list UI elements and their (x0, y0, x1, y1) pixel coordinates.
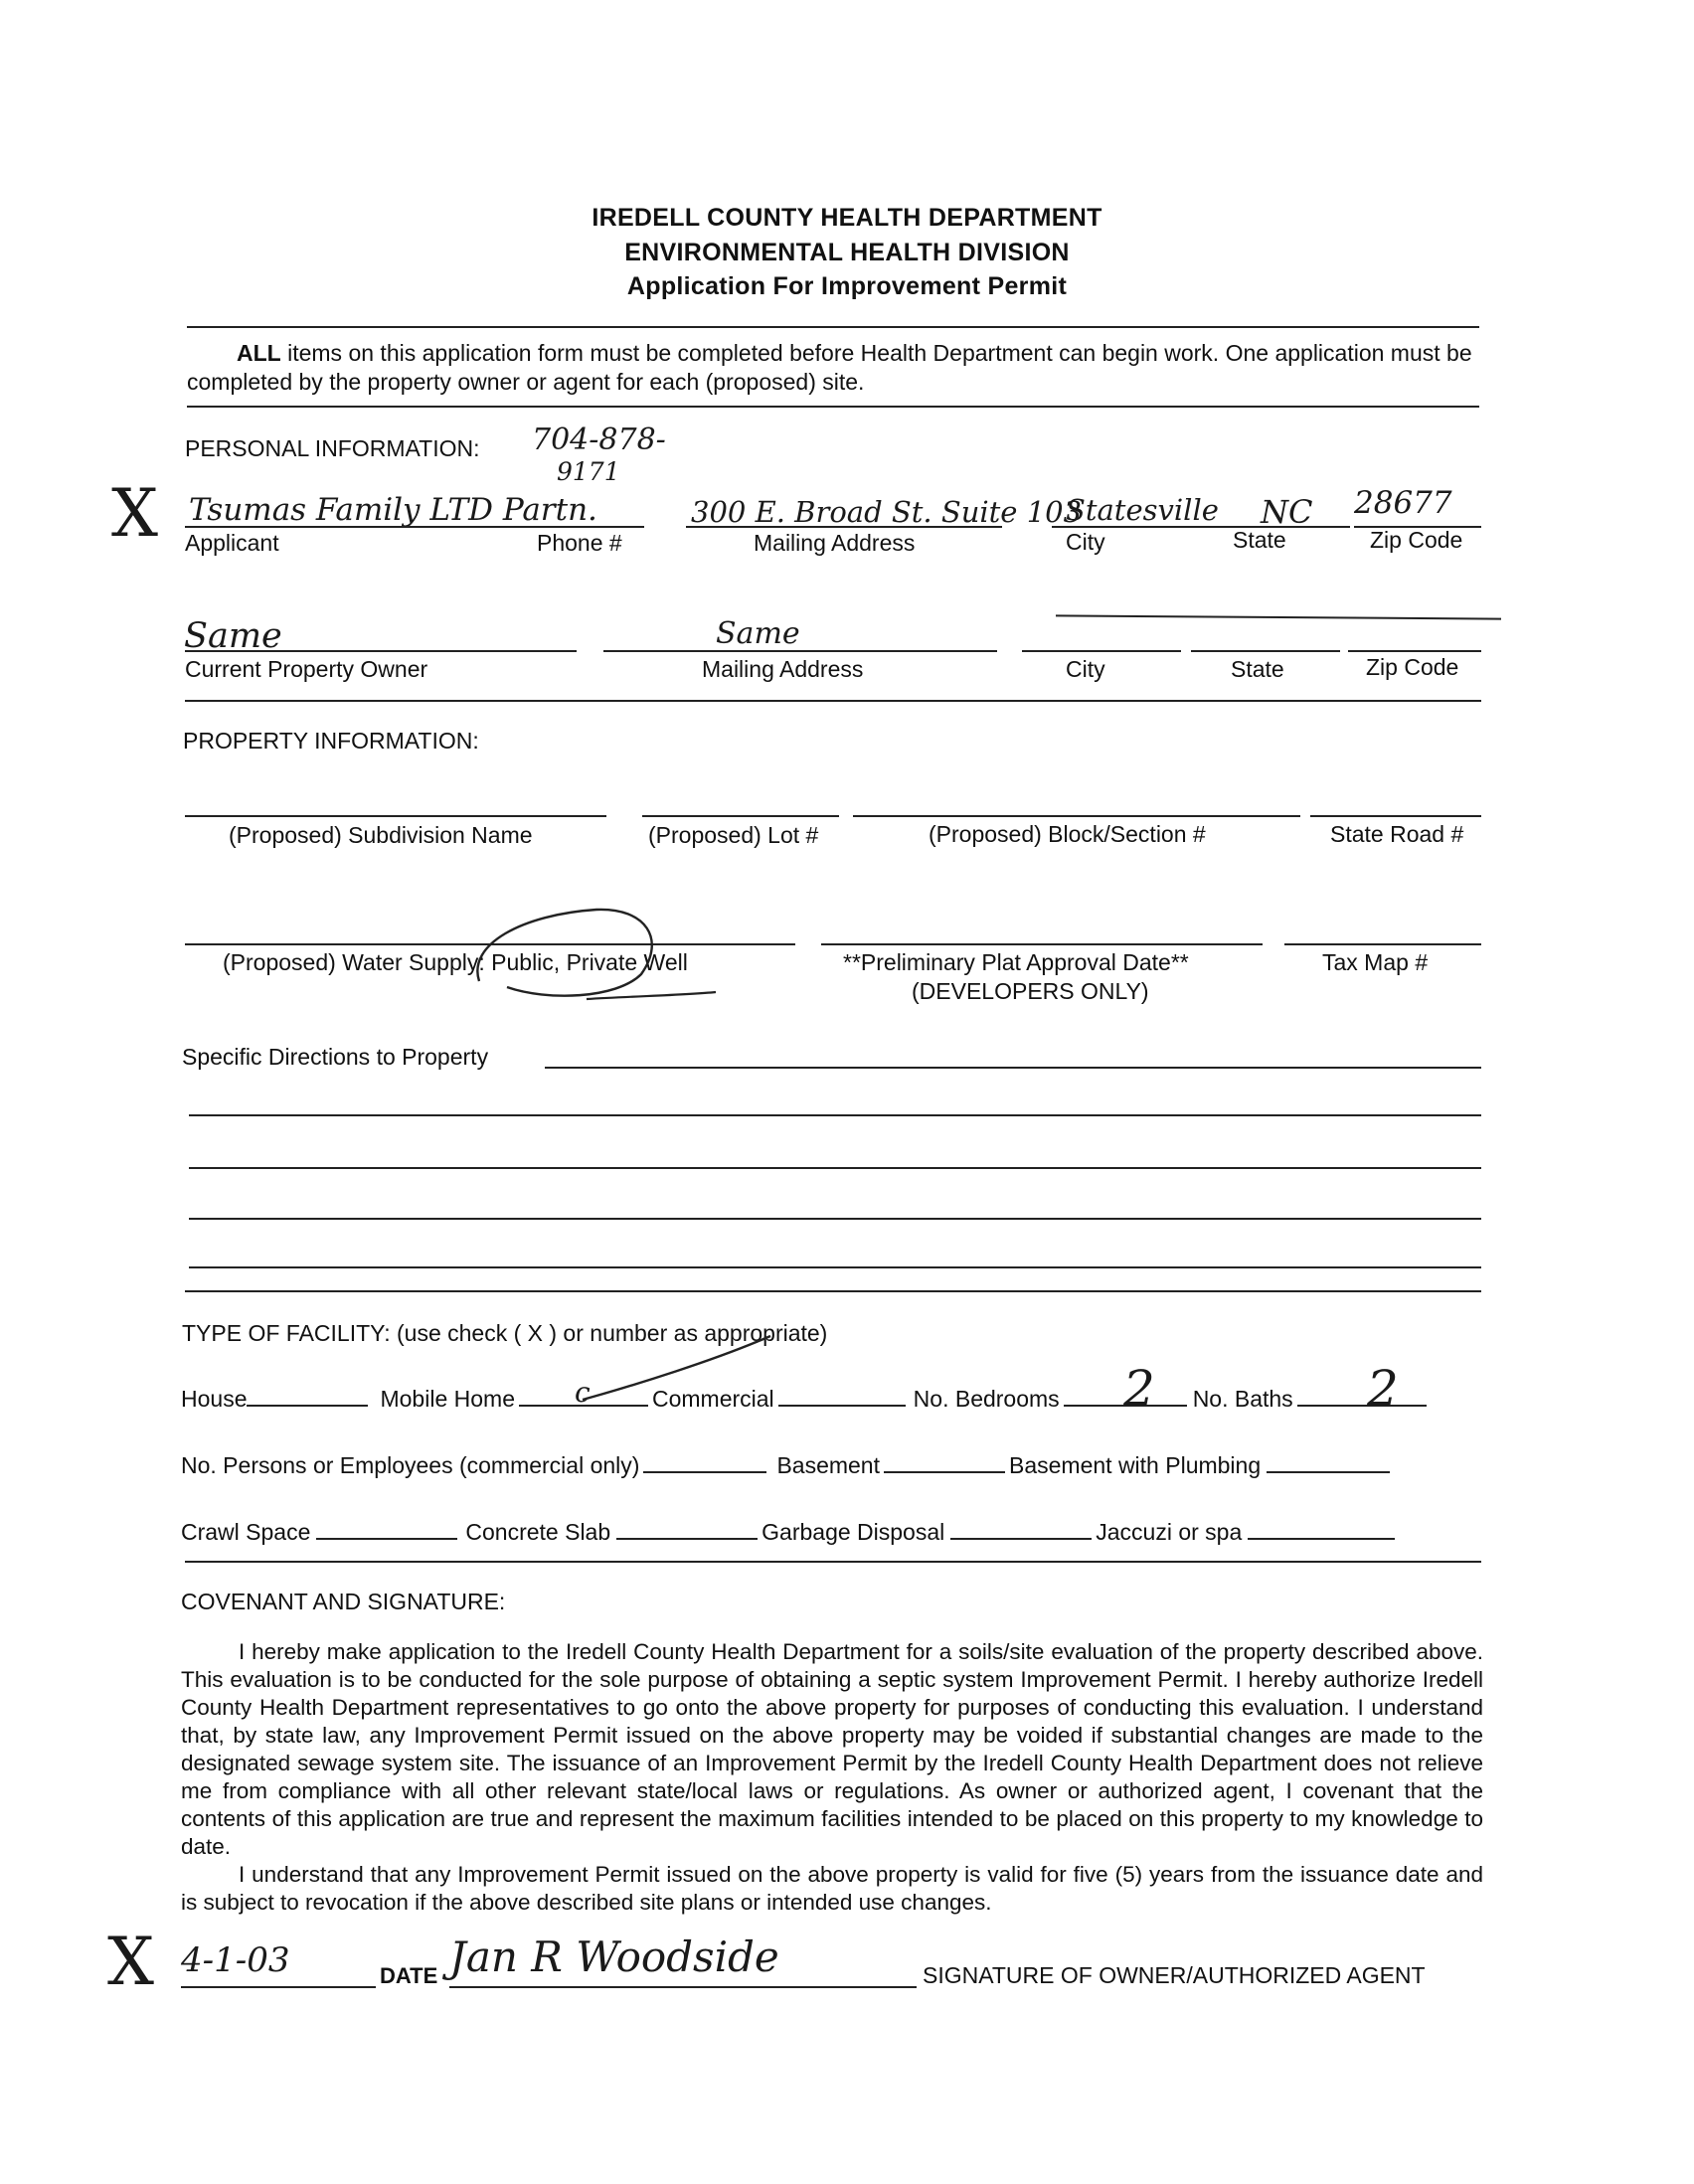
zip-handwritten: 28677 (1354, 485, 1452, 521)
owner-zip-line (1348, 650, 1481, 652)
mobile-home-handwritten: c (575, 1376, 591, 1409)
instructions-text: items on this application form must be completed before Health Department can begin work. One application must be completed by the property owner or agent for each (proposed) site. (187, 340, 1472, 395)
covenant-paragraph-1: I hereby make application to the Iredell County Health Department for a soils/site evaluation of the property described above. This evaluation is to be conducted for the sole purpose of obtaining a septic system Improvement Permit. I hereby authorize Iredell County Health Department representatives to go onto the above property for purposes of conducting this evaluation. I understand that, by state law, any Improvement Permit issued on the above property may be voided if substantial changes are made to the designated sewage system site. The issuance of an Improvement Permit by the Iredell County Health Department does not relieve me from compliance with all other relevant state/local laws or regulations. As owner or authorized agent, I covenant that the contents of this application are true and represent the maximum facilities intended to be placed on this property to my knowledge to date. (181, 1639, 1483, 1859)
division-title: ENVIRONMENTAL HEALTH DIVISION (624, 239, 1070, 266)
bedrooms-label: No. Bedrooms (913, 1386, 1060, 1412)
water-circle-mark (467, 900, 736, 1009)
mailing-label: Mailing Address (754, 530, 916, 556)
jacuzzi-label: Jaccuzi or spa (1096, 1519, 1243, 1545)
directions-line-1 (545, 1067, 1481, 1069)
persons-label: No. Persons or Employees (commercial only) (181, 1452, 640, 1478)
owner-mailing-label: Mailing Address (702, 656, 864, 682)
divider (185, 1290, 1481, 1292)
state-label: State (1233, 527, 1286, 553)
address-line (686, 526, 1002, 528)
persons-blank (643, 1451, 766, 1473)
facility-row-3 (181, 1518, 1395, 1546)
basement-plumbing-label: Basement with Plumbing (1009, 1452, 1262, 1478)
directions-line-5 (189, 1266, 1481, 1268)
applicant-label: Applicant (185, 530, 279, 556)
signature-label: SIGNATURE OF OWNER/AUTHORIZED AGENT (923, 1962, 1426, 1988)
basement-plumbing-blank (1267, 1451, 1390, 1473)
covenant-paragraph-2: I understand that any Improvement Permit issued on the above property is valid for five (5) years from the issuance date and is subject to revocation if the above described site plans or intended use changes. (181, 1862, 1483, 1915)
owner-zip-label: Zip Code (1366, 654, 1459, 680)
owner-label: Current Property Owner (185, 656, 428, 682)
garbage-disposal-label: Garbage Disposal (762, 1519, 945, 1545)
basement-blank (884, 1451, 1005, 1473)
agency-title: IREDELL COUNTY HEALTH DEPARTMENT (592, 204, 1102, 232)
signature-line (449, 1986, 917, 1988)
house-blank (247, 1385, 368, 1407)
subdivision-line (185, 815, 606, 817)
state-handwritten: NC (1261, 493, 1313, 531)
directions-label: Specific Directions to Property (182, 1044, 489, 1070)
applicant-handwritten: Tsumas Family LTD Partn. (189, 492, 597, 528)
property-info-heading: PROPERTY INFORMATION: (183, 728, 479, 754)
crawl-space-blank (316, 1518, 457, 1540)
lot-label: (Proposed) Lot # (648, 822, 819, 848)
divider (187, 406, 1479, 408)
owner-address-handwritten: Same (716, 616, 800, 651)
tax-map-line (1284, 943, 1481, 945)
form-title: Application For Improvement Permit (626, 272, 1068, 300)
commercial-blank (778, 1385, 906, 1407)
owner-city-label: City (1066, 656, 1105, 682)
baths-label: No. Baths (1192, 1386, 1293, 1412)
concrete-slab-blank (616, 1518, 758, 1540)
divider (187, 326, 1479, 328)
handwritten-stroke (1056, 614, 1501, 619)
baths-handwritten: 2 (1367, 1360, 1399, 1418)
bedrooms-handwritten: 2 (1123, 1360, 1155, 1418)
state-road-label: State Road # (1330, 821, 1464, 847)
owner-city-line (1022, 650, 1181, 652)
address-handwritten: 300 E. Broad St. Suite 103 (691, 495, 1083, 529)
applicant-line (185, 526, 644, 528)
divider (185, 1561, 1481, 1563)
signature-handwritten: Jan R Woodside (449, 1932, 779, 1981)
date-handwritten: 4-1-03 (181, 1940, 290, 1980)
phone-handwritten-top: 704-878- (532, 422, 666, 457)
divider (185, 700, 1481, 702)
zip-label: Zip Code (1370, 527, 1463, 553)
garbage-disposal-blank (950, 1518, 1092, 1540)
directions-line-4 (189, 1218, 1481, 1220)
block-line (853, 815, 1300, 817)
owner-line (185, 650, 577, 652)
date-line (181, 1986, 376, 1988)
city-handwritten: Statesville (1066, 493, 1219, 527)
x-mark: X (111, 475, 158, 552)
plat-approval-label: **Preliminary Plat Approval Date** (843, 949, 1189, 975)
plat-line (821, 943, 1263, 945)
facility-row-2 (181, 1451, 1390, 1479)
instructions (187, 339, 1489, 397)
mobile-home-check-stroke (577, 1330, 795, 1410)
owner-state-label: State (1231, 656, 1284, 682)
water-supply-label: (Proposed) Water Supply: Public, Private Well (223, 949, 688, 975)
subdivision-label: (Proposed) Subdivision Name (229, 822, 533, 848)
house-label: House (181, 1386, 248, 1412)
date-label: DATE (380, 1963, 438, 1988)
mobile-home-label: Mobile Home (380, 1386, 515, 1412)
directions-line-2 (189, 1114, 1481, 1116)
phone-label: Phone # (537, 530, 622, 556)
directions-line-3 (189, 1167, 1481, 1169)
covenant-heading: COVENANT AND SIGNATURE: (181, 1589, 506, 1614)
phone-handwritten-bottom: 9171 (557, 457, 620, 486)
facility-heading: TYPE OF FACILITY: (use check ( X ) or number as appropriate) (182, 1320, 828, 1346)
lot-line (642, 815, 839, 817)
baths-blank (1297, 1385, 1427, 1407)
facility-row-1 (181, 1385, 1427, 1413)
crawl-space-label: Crawl Space (181, 1519, 311, 1545)
instructions-emphasis: ALL (237, 340, 281, 366)
city-state-line (1052, 526, 1350, 528)
covenant-body (181, 1638, 1483, 1917)
owner-address-line (603, 650, 997, 652)
city-label: City (1066, 529, 1105, 555)
commercial-label: Commercial (651, 1386, 774, 1412)
state-road-line (1310, 815, 1481, 817)
personal-info-heading: PERSONAL INFORMATION: (185, 435, 480, 461)
block-label: (Proposed) Block/Section # (929, 821, 1206, 847)
jacuzzi-blank (1248, 1518, 1395, 1540)
signature-x-mark: X (107, 1924, 154, 2000)
tax-map-label: Tax Map # (1322, 949, 1429, 975)
owner-state-line (1191, 650, 1340, 652)
developers-only-label: (DEVELOPERS ONLY) (912, 978, 1149, 1004)
owner-handwritten: Same (184, 616, 282, 656)
basement-label: Basement (776, 1452, 880, 1478)
concrete-slab-label: Concrete Slab (465, 1519, 611, 1545)
